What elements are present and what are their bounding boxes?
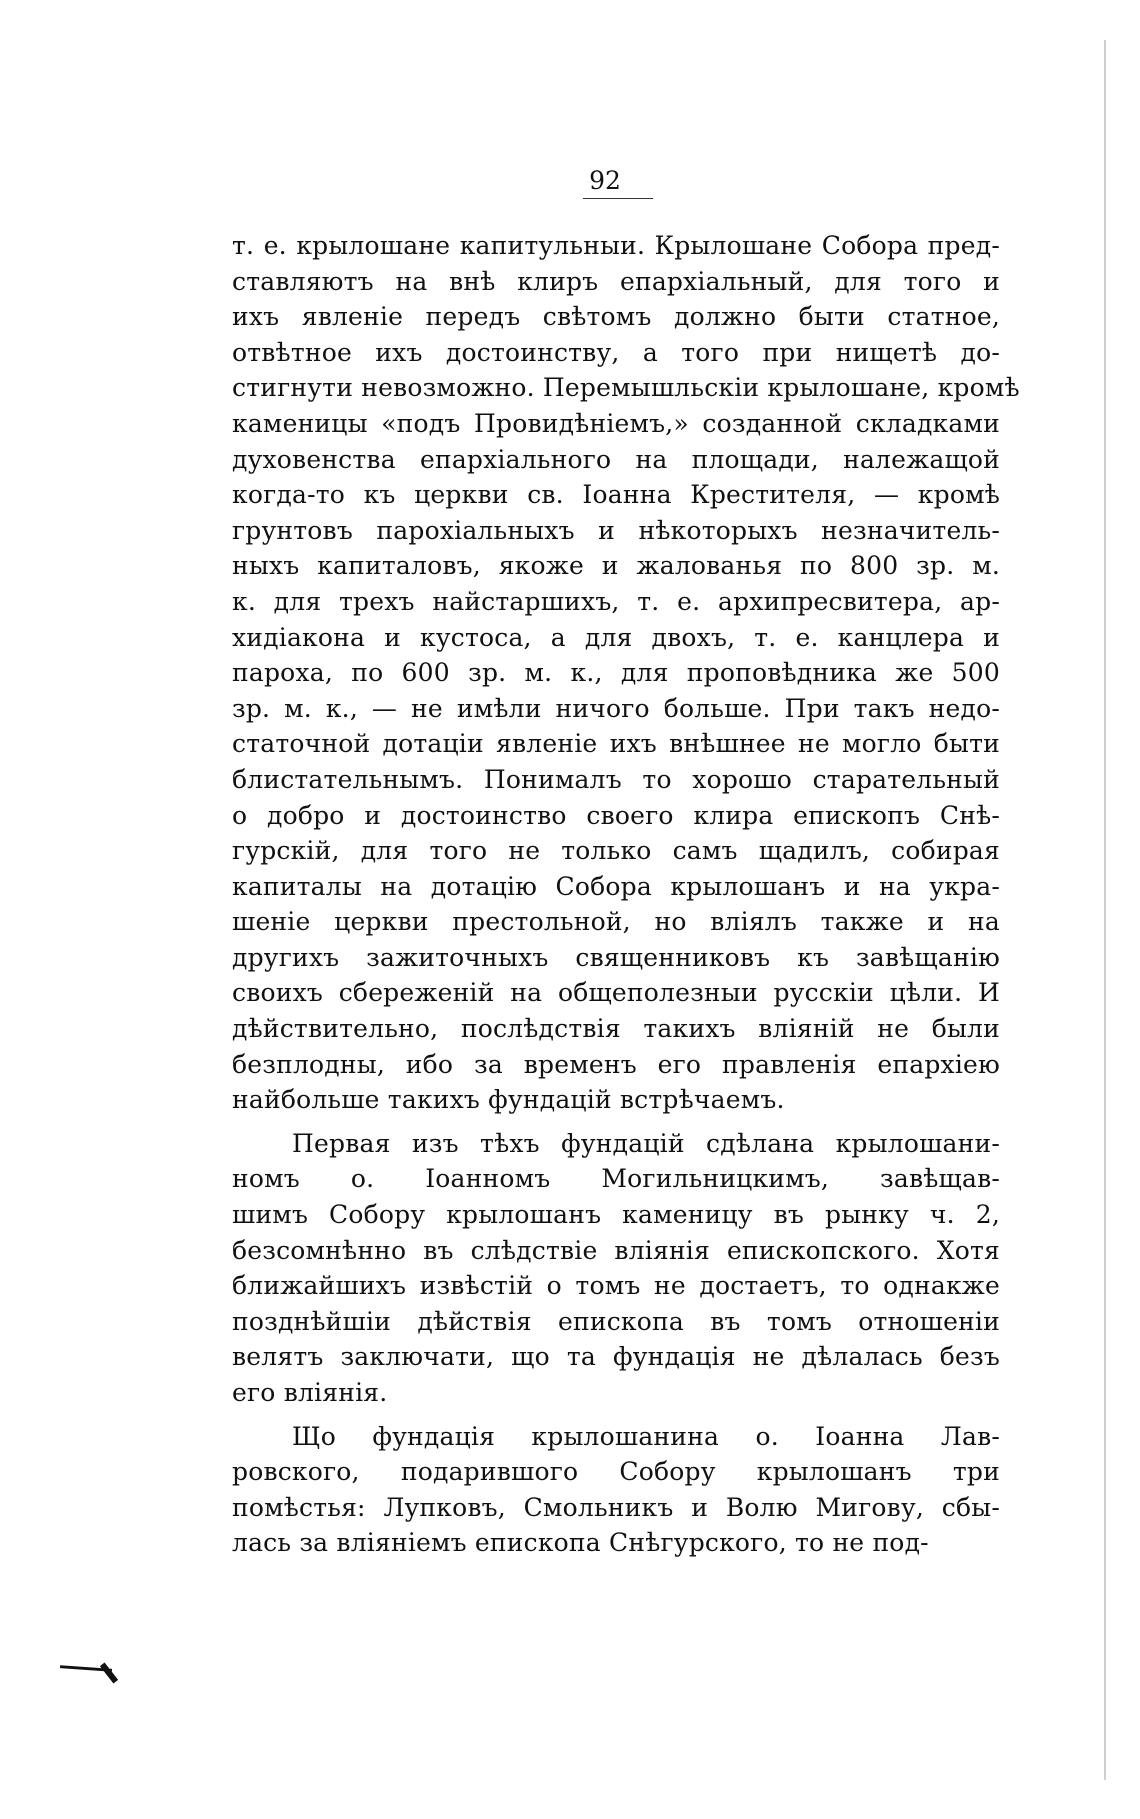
text-line: ровского, подарившого Собору крылошанъ три <box>232 1457 1000 1487</box>
text-line: гурскій, для того не только самъ щадилъ, собирая <box>232 836 1000 866</box>
text-line: капиталы на дотацію Собора крылошанъ и на укра- <box>232 871 1000 901</box>
body-text <box>232 228 1020 1561</box>
paragraph-gap <box>232 1411 1000 1419</box>
paragraph <box>232 1126 1000 1411</box>
text-line: т. е. крылошане капитульныи. Крылошане Собора пред- <box>232 231 1000 260</box>
text-line: блистательнымъ. Понималъ то хорошо старательный <box>232 764 1000 794</box>
text-line: когда-то къ церкви св. Іоанна Крестителя, — кромѣ <box>232 480 1000 510</box>
text-line: Що фундація крылошанина о. Іоанна Лав- <box>292 1421 1000 1451</box>
text-line: ближайшихъ извѣстій о томъ не достаетъ, то однакже <box>232 1271 1000 1301</box>
text-line: к. для трехъ найстаршихъ, т. е. архипресвитера, ар- <box>232 586 1000 616</box>
text-line: пароха, по 600 зр. м. к., для проповѣдника же 500 <box>232 658 1000 688</box>
text-line: помѣстья: Лупковъ, Смольникъ и Волю Мигову, сбы- <box>232 1492 1000 1522</box>
text-line: грунтовъ парохіальныхъ и нѣкоторыхъ незначитель- <box>232 515 1000 545</box>
text-line: своихъ сбереженій на общеполезныи русскіи цѣли. И <box>232 978 1000 1008</box>
text-line: зр. м. к., — не имѣли ничого больше. При такъ недо- <box>232 693 1000 723</box>
page-edge-line <box>1104 40 1106 1780</box>
paragraph-gap <box>232 1118 1000 1126</box>
page-number-underline <box>583 198 653 199</box>
page-number: 92 <box>589 166 621 195</box>
text-line: Первая изъ тѣхъ фундацій сдѣлана крылошани- <box>292 1128 1000 1158</box>
text-line: номъ о. Іоанномъ Могильницкимъ, завѣщав- <box>232 1164 1000 1194</box>
text-line: духовенства епархіального на площади, належащой <box>232 444 1000 474</box>
text-line: лась за вліяніемъ епископа Снѣгурского, то не под- <box>232 1528 929 1558</box>
text-line: ставляютъ на внѣ клиръ епархіальный, для того и <box>232 266 1000 296</box>
text-line: ныхъ капиталовъ, якоже и жалованья по 800 зр. м. <box>232 551 1000 581</box>
text-line: ихъ явленіе передъ свѣтомъ должно быти статное, <box>232 302 1000 332</box>
text-line: о добро и достоинство своего клира епископъ Снѣ- <box>232 800 1000 830</box>
text-line: другихъ зажиточныхъ священниковъ къ завѣщанію <box>232 942 1000 972</box>
text-line: каменицы «подъ Провидѣніемъ,» созданной складками <box>232 408 1000 438</box>
margin-mark-tip <box>100 1662 118 1683</box>
text-line: безсомнѣнно въ слѣдствіе вліянія епископского. Хотя <box>232 1235 1000 1265</box>
text-line: его вліянія. <box>232 1378 388 1407</box>
text-line: отвѣтное ихъ достоинству, а того при нищетѣ до- <box>232 337 1000 367</box>
text-line: велятъ заключати, що та фундація не дѣлалась безъ <box>232 1342 1000 1372</box>
text-line: найбольше такихъ фундацій встрѣчаемъ. <box>232 1085 785 1115</box>
text-line: дѣйствительно, послѣдствія такихъ вліяній не были <box>232 1014 1000 1044</box>
text-line: стигнути невозможно. Перемышльскіи крылошане, кромѣ <box>232 373 1020 403</box>
text-line: шимъ Собору крылошанъ каменицу въ рынку ч. 2, <box>232 1200 1000 1230</box>
paragraph <box>232 228 1020 1118</box>
text-line: статочной дотаціи явленіе ихъ внѣшнее не могло быти <box>232 729 1000 759</box>
text-line: хидіакона и кустоса, а для двохъ, т. е. канцлера и <box>232 622 1000 652</box>
text-line: шеніе церкви престольной, но вліялъ также и на <box>232 907 1000 937</box>
text-line: позднѣйшіи дѣйствія епископа въ томъ отношеніи <box>232 1306 1000 1336</box>
paragraph <box>232 1419 1000 1561</box>
text-line: безплодны, ибо за временъ его правленія епархіею <box>232 1049 1000 1079</box>
